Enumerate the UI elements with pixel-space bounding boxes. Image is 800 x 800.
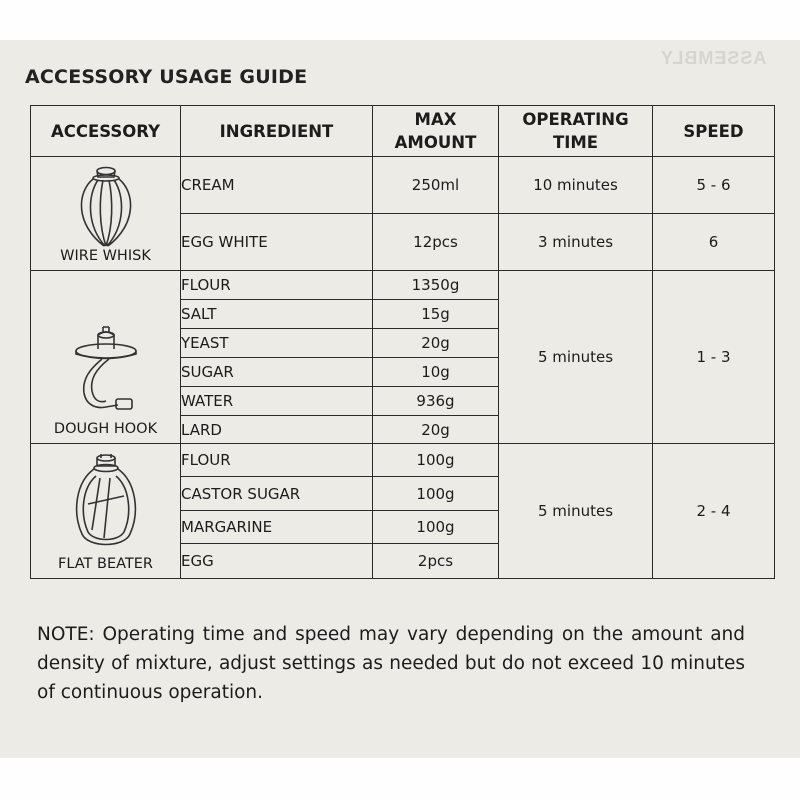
flat-beater-icon (66, 452, 146, 556)
accessory-usage-table (30, 105, 775, 579)
ingredient-cell: LARD (181, 416, 373, 444)
header-speed: SPEED (653, 106, 775, 157)
header-accessory: ACCESSORY (31, 106, 181, 157)
accessory-label: FLAT BEATER (57, 556, 153, 572)
header-operating-time: OPERATING TIME (499, 106, 653, 157)
table-row (31, 271, 775, 300)
mirrored-heading: ASSEMBLY (660, 48, 767, 68)
amount-cell: 100g (373, 511, 499, 544)
amount-cell: 100g (373, 477, 499, 511)
time-cell: 10 minutes (499, 157, 653, 214)
amount-cell: 20g (373, 329, 499, 358)
page-title: ACCESSORY USAGE GUIDE (25, 66, 308, 88)
speed-cell: 2 - 4 (653, 444, 775, 579)
ingredient-cell: FLOUR (181, 444, 373, 477)
accessory-cell-wire-whisk (31, 157, 181, 271)
amount-cell: 12pcs (373, 214, 499, 271)
time-cell: 5 minutes (499, 271, 653, 444)
table-header-row (31, 106, 775, 157)
dough-hook-icon (66, 323, 146, 421)
amount-cell: 15g (373, 300, 499, 329)
speed-cell: 1 - 3 (653, 271, 775, 444)
speed-cell: 5 - 6 (653, 157, 775, 214)
accessory-cell-flat-beater (31, 444, 181, 579)
accessory-label: WIRE WHISK (60, 248, 151, 264)
time-cell: 3 minutes (499, 214, 653, 271)
table-row (31, 444, 775, 477)
amount-cell: 20g (373, 416, 499, 444)
ingredient-cell: FLOUR (181, 271, 373, 300)
ingredient-cell: WATER (181, 387, 373, 416)
ingredient-cell: MARGARINE (181, 511, 373, 544)
note-paragraph: NOTE: Operating time and speed may vary depending on the amount and density of mixture, adjust settings as needed but do not exceed 10 minutes of continuous operation. (37, 624, 745, 703)
time-cell: 5 minutes (499, 444, 653, 579)
header-ingredient: INGREDIENT (181, 106, 373, 157)
ingredient-cell: EGG (181, 544, 373, 579)
ingredient-cell: CREAM (181, 157, 373, 214)
accessory-cell-dough-hook (31, 271, 181, 444)
amount-cell: 100g (373, 444, 499, 477)
ingredient-cell: EGG WHITE (181, 214, 373, 271)
amount-cell: 10g (373, 358, 499, 387)
ingredient-cell: CASTOR SUGAR (181, 477, 373, 511)
ingredient-cell: YEAST (181, 329, 373, 358)
wire-whisk-icon (71, 162, 141, 248)
speed-cell: 6 (653, 214, 775, 271)
amount-cell: 936g (373, 387, 499, 416)
ingredient-cell: SALT (181, 300, 373, 329)
amount-cell: 1350g (373, 271, 499, 300)
amount-cell: 2pcs (373, 544, 499, 579)
ingredient-cell: SUGAR (181, 358, 373, 387)
header-max-amount: MAX AMOUNT (373, 106, 499, 157)
table-row (31, 157, 775, 214)
amount-cell: 250ml (373, 157, 499, 214)
accessory-label: DOUGH HOOK (53, 421, 158, 437)
